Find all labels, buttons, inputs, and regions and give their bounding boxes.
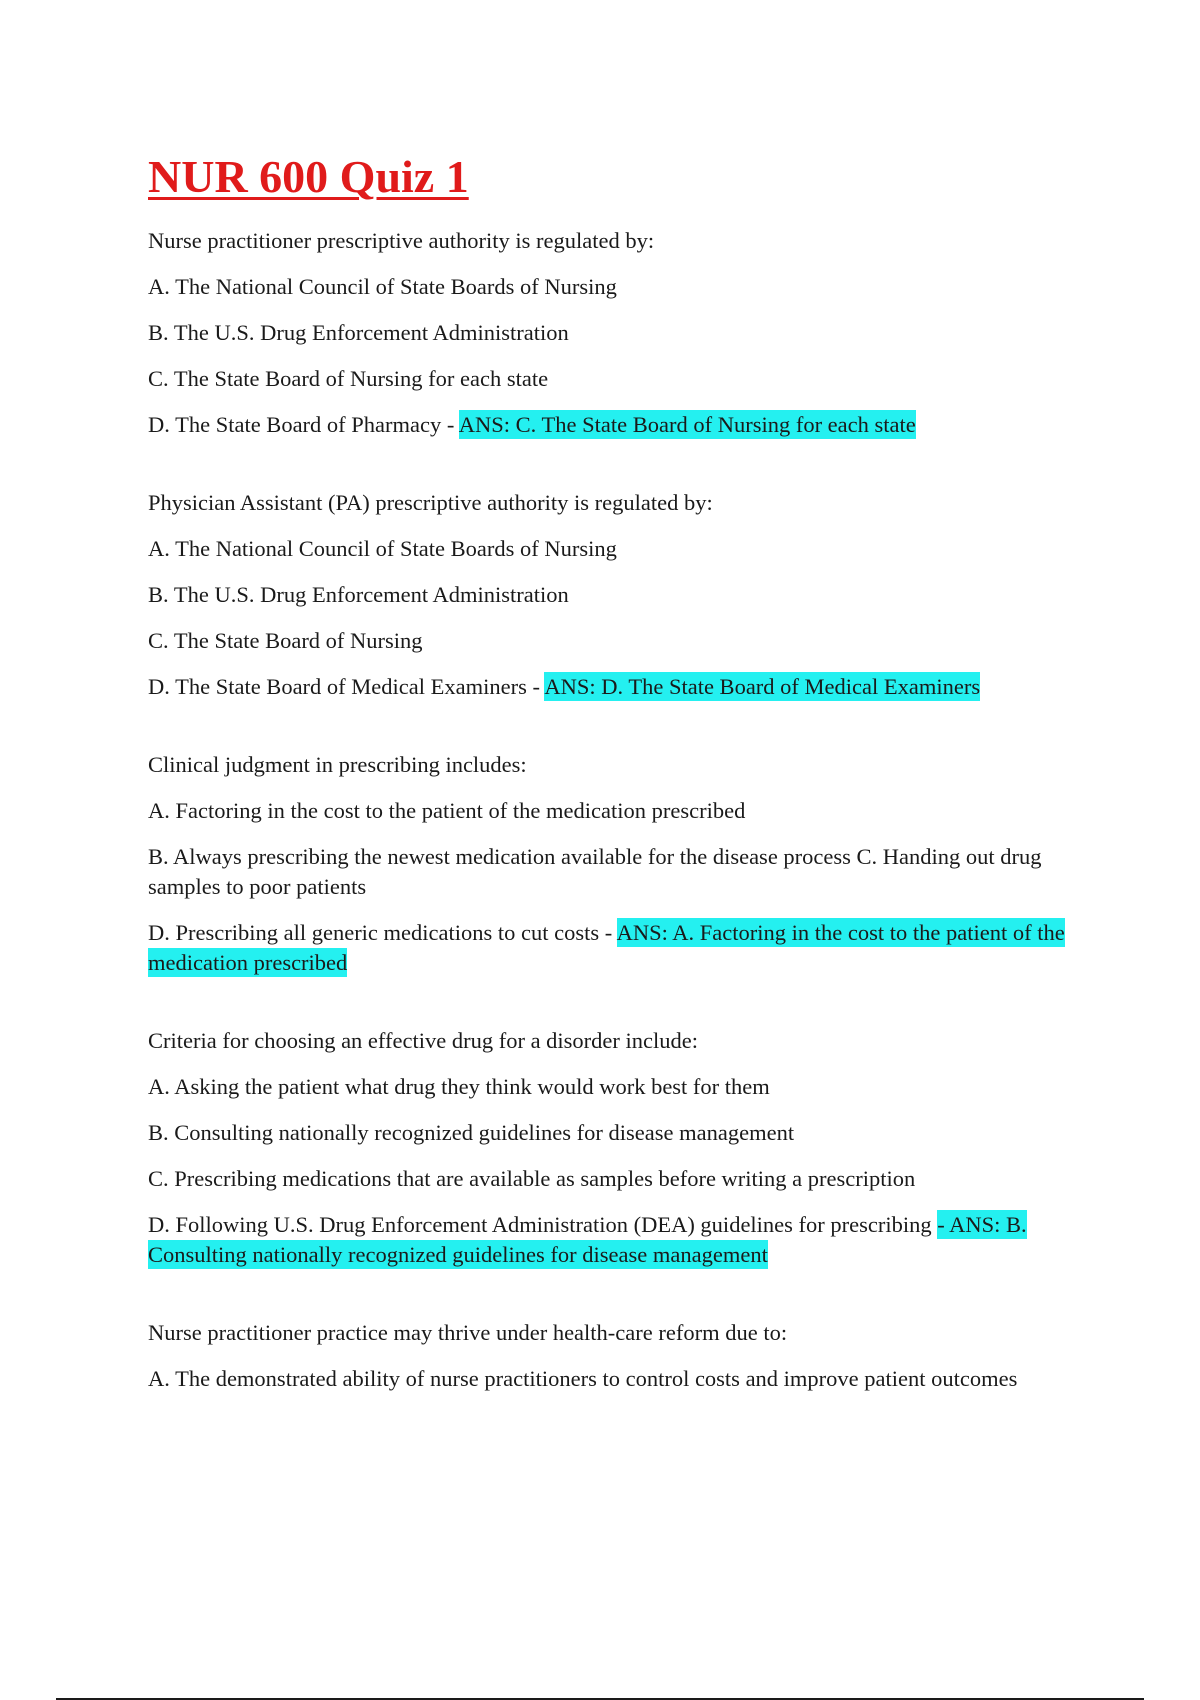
- answer-option: C. The State Board of Nursing for each state: [148, 366, 549, 391]
- answer-option: B. Always prescribing the newest medication available for the disease process C. Handing out drug samples to poor patients: [148, 844, 1042, 899]
- question-stem: Nurse practitioner practice may thrive under health-care reform due to:: [148, 1320, 788, 1345]
- answer-option: A. Factoring in the cost to the patient of the medication prescribed: [148, 798, 746, 823]
- document-page: [148, 148, 1083, 1442]
- document-title: NUR 600 Quiz 1: [148, 151, 469, 202]
- question-block: [148, 1026, 1083, 1270]
- answer-key-highlight: - ANS: B. Consulting nationally recognized guidelines for disease management: [148, 1212, 1027, 1267]
- answer-option-with-key: [148, 918, 1083, 978]
- answer-option: A. The National Council of State Boards of Nursing: [148, 274, 617, 299]
- answer-option: A. The National Council of State Boards of Nursing: [148, 536, 617, 561]
- answer-option: B. The U.S. Drug Enforcement Administration: [148, 320, 569, 345]
- answer-option: B. Consulting nationally recognized guidelines for disease management: [148, 1120, 795, 1145]
- answer-key-highlight: ANS: D. The State Board of Medical Examiners: [544, 674, 981, 699]
- answer-option-with-key: [148, 410, 1083, 440]
- answer-option-with-key: [148, 1210, 1083, 1270]
- answer-option-text: D. The State Board of Medical Examiners -: [148, 674, 545, 699]
- answer-option: B. The U.S. Drug Enforcement Administration: [148, 582, 569, 607]
- question-stem: Criteria for choosing an effective drug for a disorder include:: [148, 1028, 699, 1053]
- answer-option: A. Asking the patient what drug they think would work best for them: [148, 1074, 770, 1099]
- answer-key-highlight: ANS: A. Factoring in the cost to the patient of the medication prescribed: [148, 920, 1065, 975]
- question-stem: Physician Assistant (PA) prescriptive authority is regulated by:: [148, 490, 713, 515]
- question-block: [148, 488, 1083, 702]
- question-block: [148, 750, 1083, 978]
- question-stem: Clinical judgment in prescribing includes:: [148, 752, 527, 777]
- question-block: [148, 226, 1083, 440]
- answer-option-with-key: [148, 672, 1083, 702]
- answer-option-text: D. The State Board of Pharmacy -: [148, 412, 459, 437]
- answer-option-text: D. Prescribing all generic medications to cut costs -: [148, 920, 617, 945]
- answer-option-text: D. Following U.S. Drug Enforcement Administration (DEA) guidelines for prescribing: [148, 1212, 938, 1237]
- question-stem: Nurse practitioner prescriptive authority is regulated by:: [148, 228, 655, 253]
- question-block: [148, 1318, 1083, 1394]
- answer-key-highlight: ANS: C. The State Board of Nursing for each state: [458, 412, 916, 437]
- answer-option: A. The demonstrated ability of nurse practitioners to control costs and improve patient outcomes: [148, 1366, 1018, 1391]
- answer-option: C. The State Board of Nursing: [148, 628, 423, 653]
- answer-option: C. Prescribing medications that are available as samples before writing a prescription: [148, 1166, 916, 1191]
